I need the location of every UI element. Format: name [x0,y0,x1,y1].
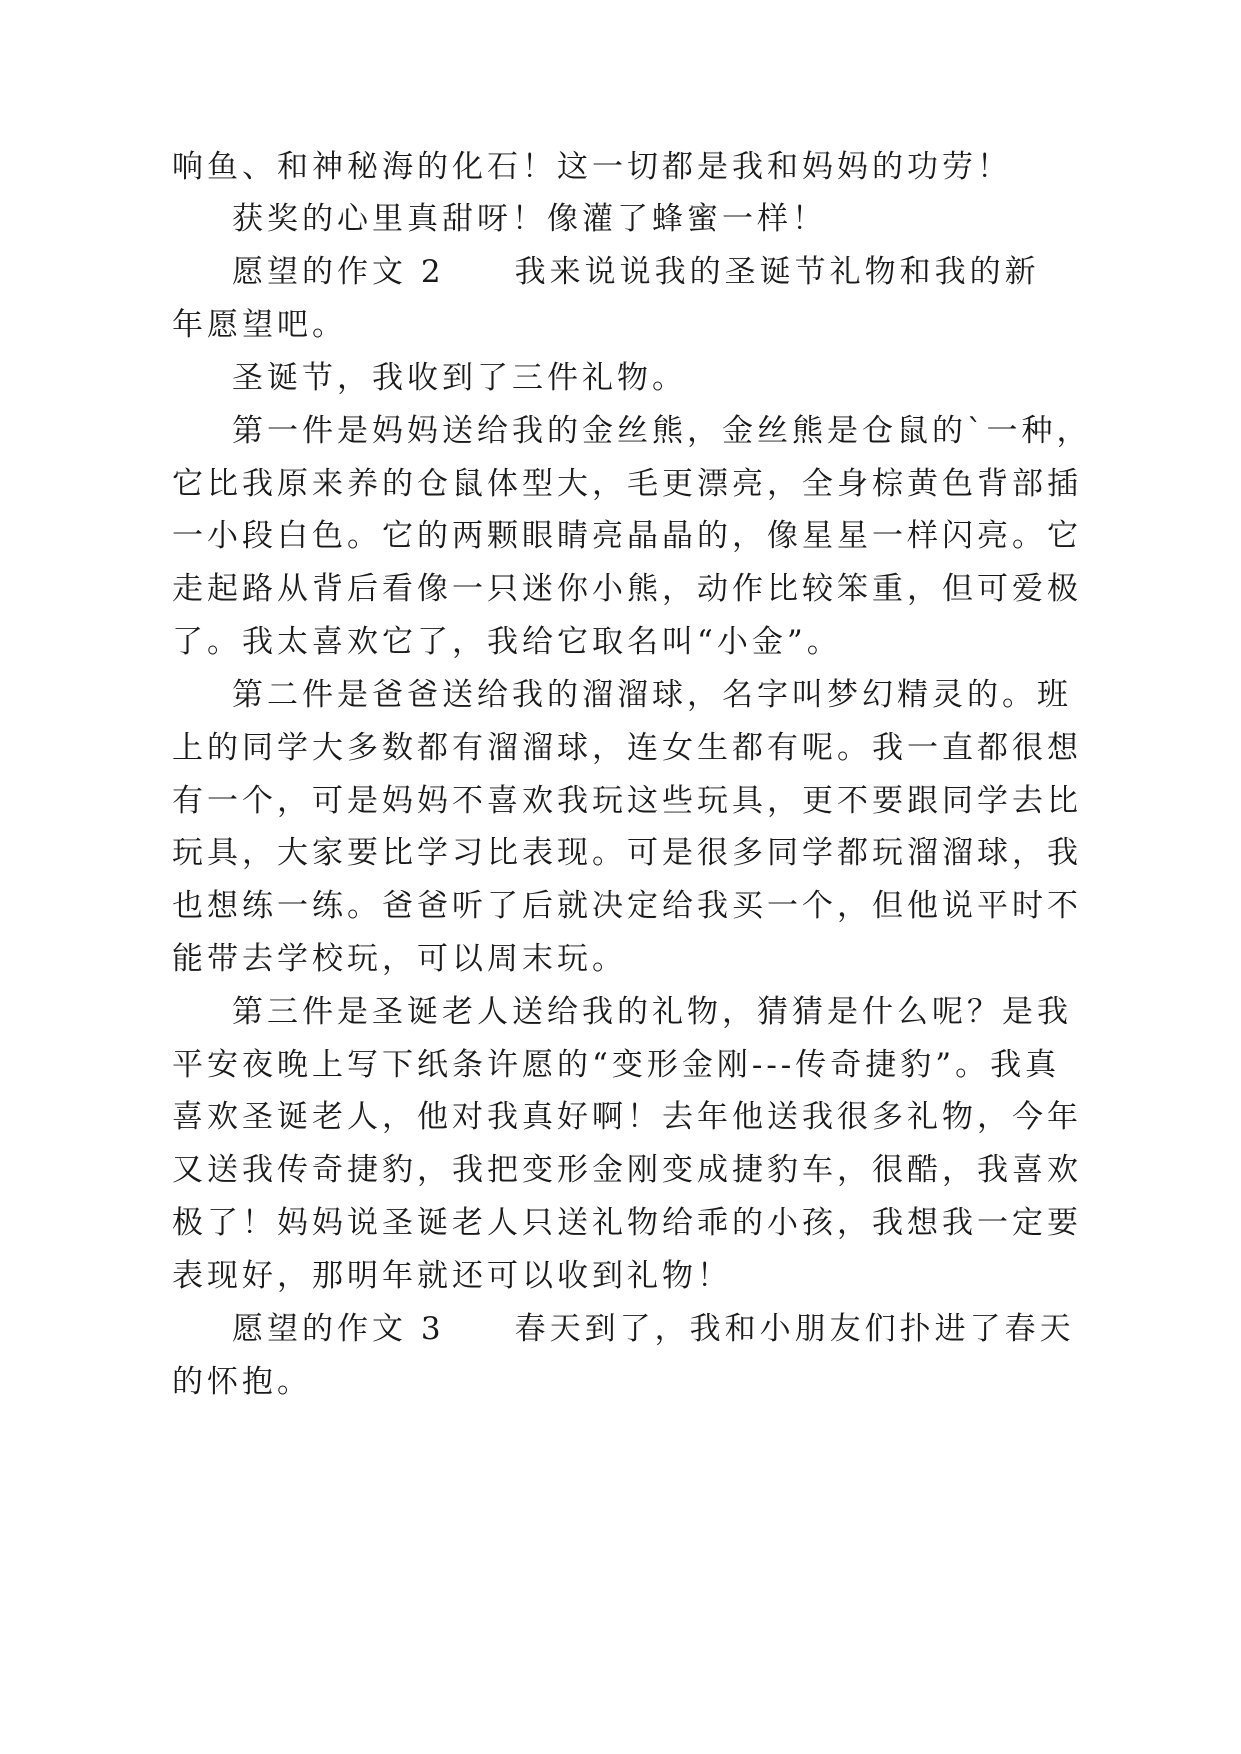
text-line [0,1035,1241,1095]
line-text: 又送我传奇捷豹，我把变形金刚变成捷豹车，很酷，我喜欢 [172,1152,1082,1188]
line-text: 有一个，可是妈妈不喜欢我玩这些玩具，更不要跟同学去比 [172,783,1082,819]
text-line [0,718,1241,778]
text-line [0,771,1241,831]
line-text: 年愿望吧。 [172,307,347,343]
text-line [0,137,1241,197]
line-text: 的怀抱。 [172,1364,312,1400]
line-text: 第一件是妈妈送给我的金丝熊，金丝熊是仓鼠的`一种， [232,413,1092,449]
line-text: 能带去学校玩，可以周末玩。 [172,941,627,977]
line-text: 响鱼、和神秘海的化石！这一切都是我和妈妈的功劳！ [172,149,1012,185]
line-text: 玩具，大家要比学习比表现。可是很多同学都玩溜溜球，我 [172,835,1082,871]
line-text: 愿望的作文 3 春天到了，我和小朋友们扑进了春天 [232,1311,1075,1347]
text-line [0,1246,1241,1306]
line-text: 圣诞节，我收到了三件礼物。 [232,360,687,396]
text-line [0,876,1241,936]
line-text: 它比我原来养的仓鼠体型大，毛更漂亮，全身棕黄色背部插 [172,466,1082,502]
paragraph-line [0,189,1241,249]
text-line [0,506,1241,566]
line-text: 获奖的心里真甜呀！像灌了蜂蜜一样！ [232,201,827,237]
text-line [0,454,1241,514]
text-line [0,1193,1241,1253]
text-line [0,295,1241,355]
line-text: 表现好，那明年就还可以收到礼物！ [172,1258,732,1294]
text-line [0,559,1241,619]
paragraph-line [0,242,1241,302]
line-text: 也想练一练。爸爸听了后就决定给我买一个，但他说平时不 [172,888,1082,924]
line-text: 极了！妈妈说圣诞老人只送礼物给乖的小孩，我想我一定要 [172,1205,1082,1241]
text-line [0,1352,1241,1412]
paragraph-line [0,348,1241,408]
line-text: 平安夜晚上写下纸条许愿的“变形金刚---传奇捷豹”。我真 [172,1047,1061,1083]
line-text: 上的同学大多数都有溜溜球，连女生都有呢。我一直都很想 [172,730,1082,766]
text-line [0,612,1241,672]
line-text: 一小段白色。它的两颗眼睛亮晶晶的，像星星一样闪亮。它 [172,518,1082,554]
paragraph-line [0,665,1241,725]
line-text: 喜欢圣诞老人，他对我真好啊！去年他送我很多礼物，今年 [172,1099,1082,1135]
text-line [0,1087,1241,1147]
text-line [0,823,1241,883]
line-text: 愿望的作文 2 我来说说我的圣诞节礼物和我的新 [232,254,1040,290]
line-text: 了。我太喜欢它了，我给它取名叫“小金”。 [172,624,842,660]
line-text: 走起路从背后看像一只迷你小熊，动作比较笨重，但可爱极 [172,571,1082,607]
paragraph-line [0,982,1241,1042]
paragraph-line [0,1299,1241,1359]
line-text: 第三件是圣诞老人送给我的礼物，猜猜是什么呢？是我 [232,994,1072,1030]
text-line [0,1140,1241,1200]
line-text: 第二件是爸爸送给我的溜溜球，名字叫梦幻精灵的。班 [232,677,1072,713]
text-line [0,929,1241,989]
paragraph-line [0,401,1241,461]
